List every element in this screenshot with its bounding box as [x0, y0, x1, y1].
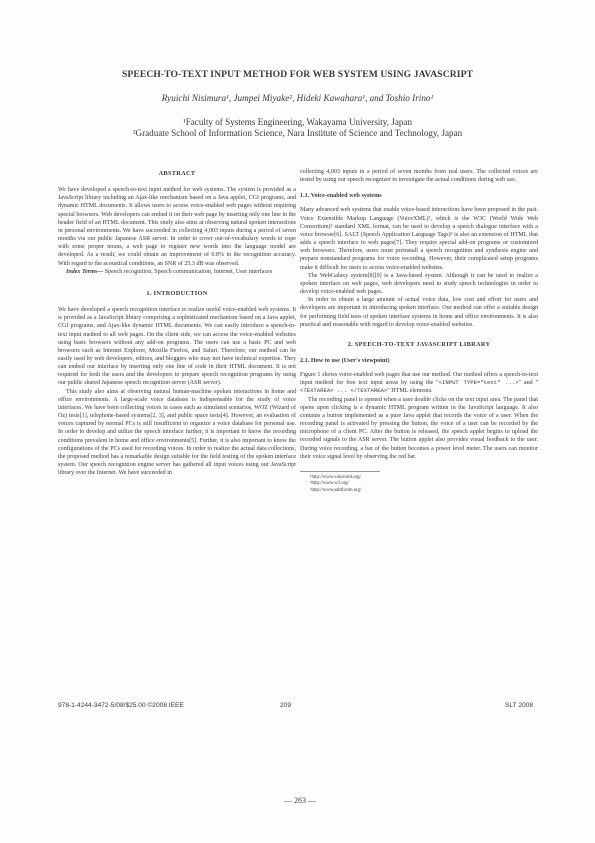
- input-element-code: <INPUT TYPE="text" ...>: [438, 379, 519, 387]
- section-heading-2: 2. SPEECH-TO-TEXT JAVASCRIPT LIBRARY: [347, 340, 491, 348]
- footer-page-number: 209: [280, 702, 292, 709]
- right-column: [300, 168, 538, 494]
- usage-text-b: " and ": [518, 380, 538, 387]
- textarea-element-code: <TEXTAREA> ... </TEXTAREA>: [300, 387, 388, 395]
- author-list: Ryuichi Nisimura¹, Jumpei Miyake², Hideki Kawahara¹, and Toshio Irino¹: [161, 93, 434, 103]
- index-terms-text: Speech recognition, Speech communication, Internet, User interfaces: [103, 268, 273, 275]
- affiliation-2: ²Graduate School of Information Science, Nara Institute of Science and Technology, Japan: [132, 128, 463, 138]
- usage-paragraph-2: The recording panel is opened when a user double clicks on the text input area. The panel that opens upon clicking is a dynamic HTML program written in the JavaScript language. It also contains a button implemented as a pure Java applet that records the voice of a user. When the recording panel is activated by pressing the button, the voice of a user can be recorded by the microphone of a client PC. After the button is released, the speech applet begins to upload the recorded signals to the ASR server. The button applet also provides visual feedback to the user. During voice recording, a bar of the button becomes a power level meter. The users can monitor their voice signal level by observing the red bar.: [300, 396, 538, 460]
- voice-web-paragraph-3: In order to obtain a large amount of actual voice data, low cost and effort for users and developers are important in introducing spoken interface. Our method can offer a suitable design for performing field tests of spoken interface systems in home and office environments. It is also practical and reasonable with regard to develop voice-enabled websites.: [300, 297, 538, 328]
- index-terms: [58, 268, 296, 276]
- subsection-heading-1-1: 1.1. Voice-enabled web systems: [300, 192, 382, 200]
- intro-paragraph-1: We have developed a speech recognition interface to realize useful voice-enabled web systems. It is provided as a JavaScript library comprising a sophisticated mechanism based on a Java applet, CGI programs, and Ajax-like dynamic HTML documents. We can easily introduce a speech-to-text input method to all web pages. On the client side, we can access the voice-enabled websites using basic browsers without any add-on programs. The users can use a basic PC and web browsers such as Internet Explorer, Mozilla Firefox, and Safari. Therefore, our method can be easily used by web developers, editors, and bloggers who may not have technical expertise. They can embed our interface by inserting only one line of code in their HTML document. It is not required for both the users and the developers to prepare speech recognition programs by using our public shared Japanese speech recognition server (ASR server).: [58, 307, 296, 387]
- section-heading-introduction: 1. INTRODUCTION: [146, 289, 208, 297]
- footer-copyright: 978-1-4244-3472-5/08/$25.00 ©2008 IEEE: [58, 702, 184, 709]
- abstract-text: We have developed a speech-to-text input method for web systems. The system is provided as a JavaScript library including an Ajax-like mechanism based on a Java applet, CGI programs, and dynamic HTML documents. It allows users to access voice-enabled web pages without requiring special browsers. Web developers can embed it on their web page by inserting only one line in the header field of an HTML document. This study also aims at observing natural spoken interactions in personal environments. We have succeeded in collecting 4,003 inputs during a period of seven months via our public Japanese ASR server. In order to cover out-of-vocabulary words to cope with some proper nouns, a web page to register new words into the language model are developed. As a result, we could obtain an improvement of 0.8% in the recognition accuracy. With regard to the acoustical conditions, an SNR of 25.3 dB was observed.: [58, 187, 296, 267]
- subsection-heading-2-1: 2.1. How to use (User's viewpoint): [300, 356, 390, 364]
- footer-conference: SLT 2008: [505, 702, 533, 709]
- paper-title: SPEECH-TO-TEXT INPUT METHOD FOR WEB SYSTEM USING JAVASCRIPT: [121, 69, 474, 80]
- affiliation-1: ¹Faculty of Systems Engineering, Wakayama University, Japan: [182, 117, 413, 127]
- usage-text-a: Figure 1 shows voice-enabled web pages that use our method. Our method offers a speech-to-text input method for free text input areas by using the ": [300, 372, 538, 387]
- proceedings-page-number: — 263 —: [284, 796, 316, 805]
- left-column: [58, 168, 296, 477]
- usage-text-c: " HTML elements.: [387, 388, 433, 395]
- index-terms-label: Index Terms—: [66, 268, 104, 275]
- intro-paragraph-2: This study also aims at observing natural human-machine spoken interactions in home and office environments. A large-scale voice database is indispensable for the study of voice interfaces. We have been collecting voices in cases such as simulated scenarios, WOZ (Wizard of Oz) tests[1], telephone-based systems[2, 3], and public space tests[4]. However, an evaluation of voices captured by normal PCs is still insufficient to organize a voice database for personal use. In order to develop and utilize the speech interface further, it is important to know the recording conditions prevalent in home and office environments[5]. Further, it is also important to know the configurations of the PCs used for recording voices. In order to realize the actual data collections, the proposed method has a remarkable design suitable for the field testing of the spoken interface system. Our speech recognition engine server has gathered all input voices using our JavaScript library over the Internet. We have succeeded in: [58, 388, 296, 477]
- footnote-2: ²http://www.w3.org/: [310, 481, 349, 487]
- footnote-1: ¹http://www.voicexml.org/: [310, 474, 361, 480]
- footnote-3: ³http://www.saltforum.org/: [310, 487, 362, 493]
- intro-paragraph-continued: collecting 4,003 inputs in a period of seven months from real users. The collected voices are tested by using our speech recognizer to investigate the actual conditions during web use.: [300, 169, 538, 184]
- usage-paragraph-1: [300, 371, 538, 395]
- voice-web-paragraph-1: Many advanced web systems that enable voice-based interactions have been proposed in the past. Voice Extensible Markup Language (VoiceXML)¹, which is the W3C (World Wide Web Consortium)² standard XML format, can be used to develop a speech dialogue interface with a voice browser[6]. SALT (Speech Application Language Tags)³ is also an extension of HTML that adds a speech interface to web pages[7]. They require special add-on programs or customized web browsers. Therefore, users must preinstall a speech recognition and synthesis engine and prepare nonstandard programs for voice recording. However, their complicated setup programs make it difficult for users to access voice-enabled websites.: [300, 207, 538, 271]
- voice-web-paragraph-2: The WebGalaxy system[8][9] is a Java-based system. Although it can be used to realize a spoken interface on web pages, web developers need to study speech technologies in order to develop voice-enabled web pages.: [300, 272, 538, 296]
- footnotes: [300, 471, 380, 494]
- abstract-heading: ABSTRACT: [158, 170, 196, 177]
